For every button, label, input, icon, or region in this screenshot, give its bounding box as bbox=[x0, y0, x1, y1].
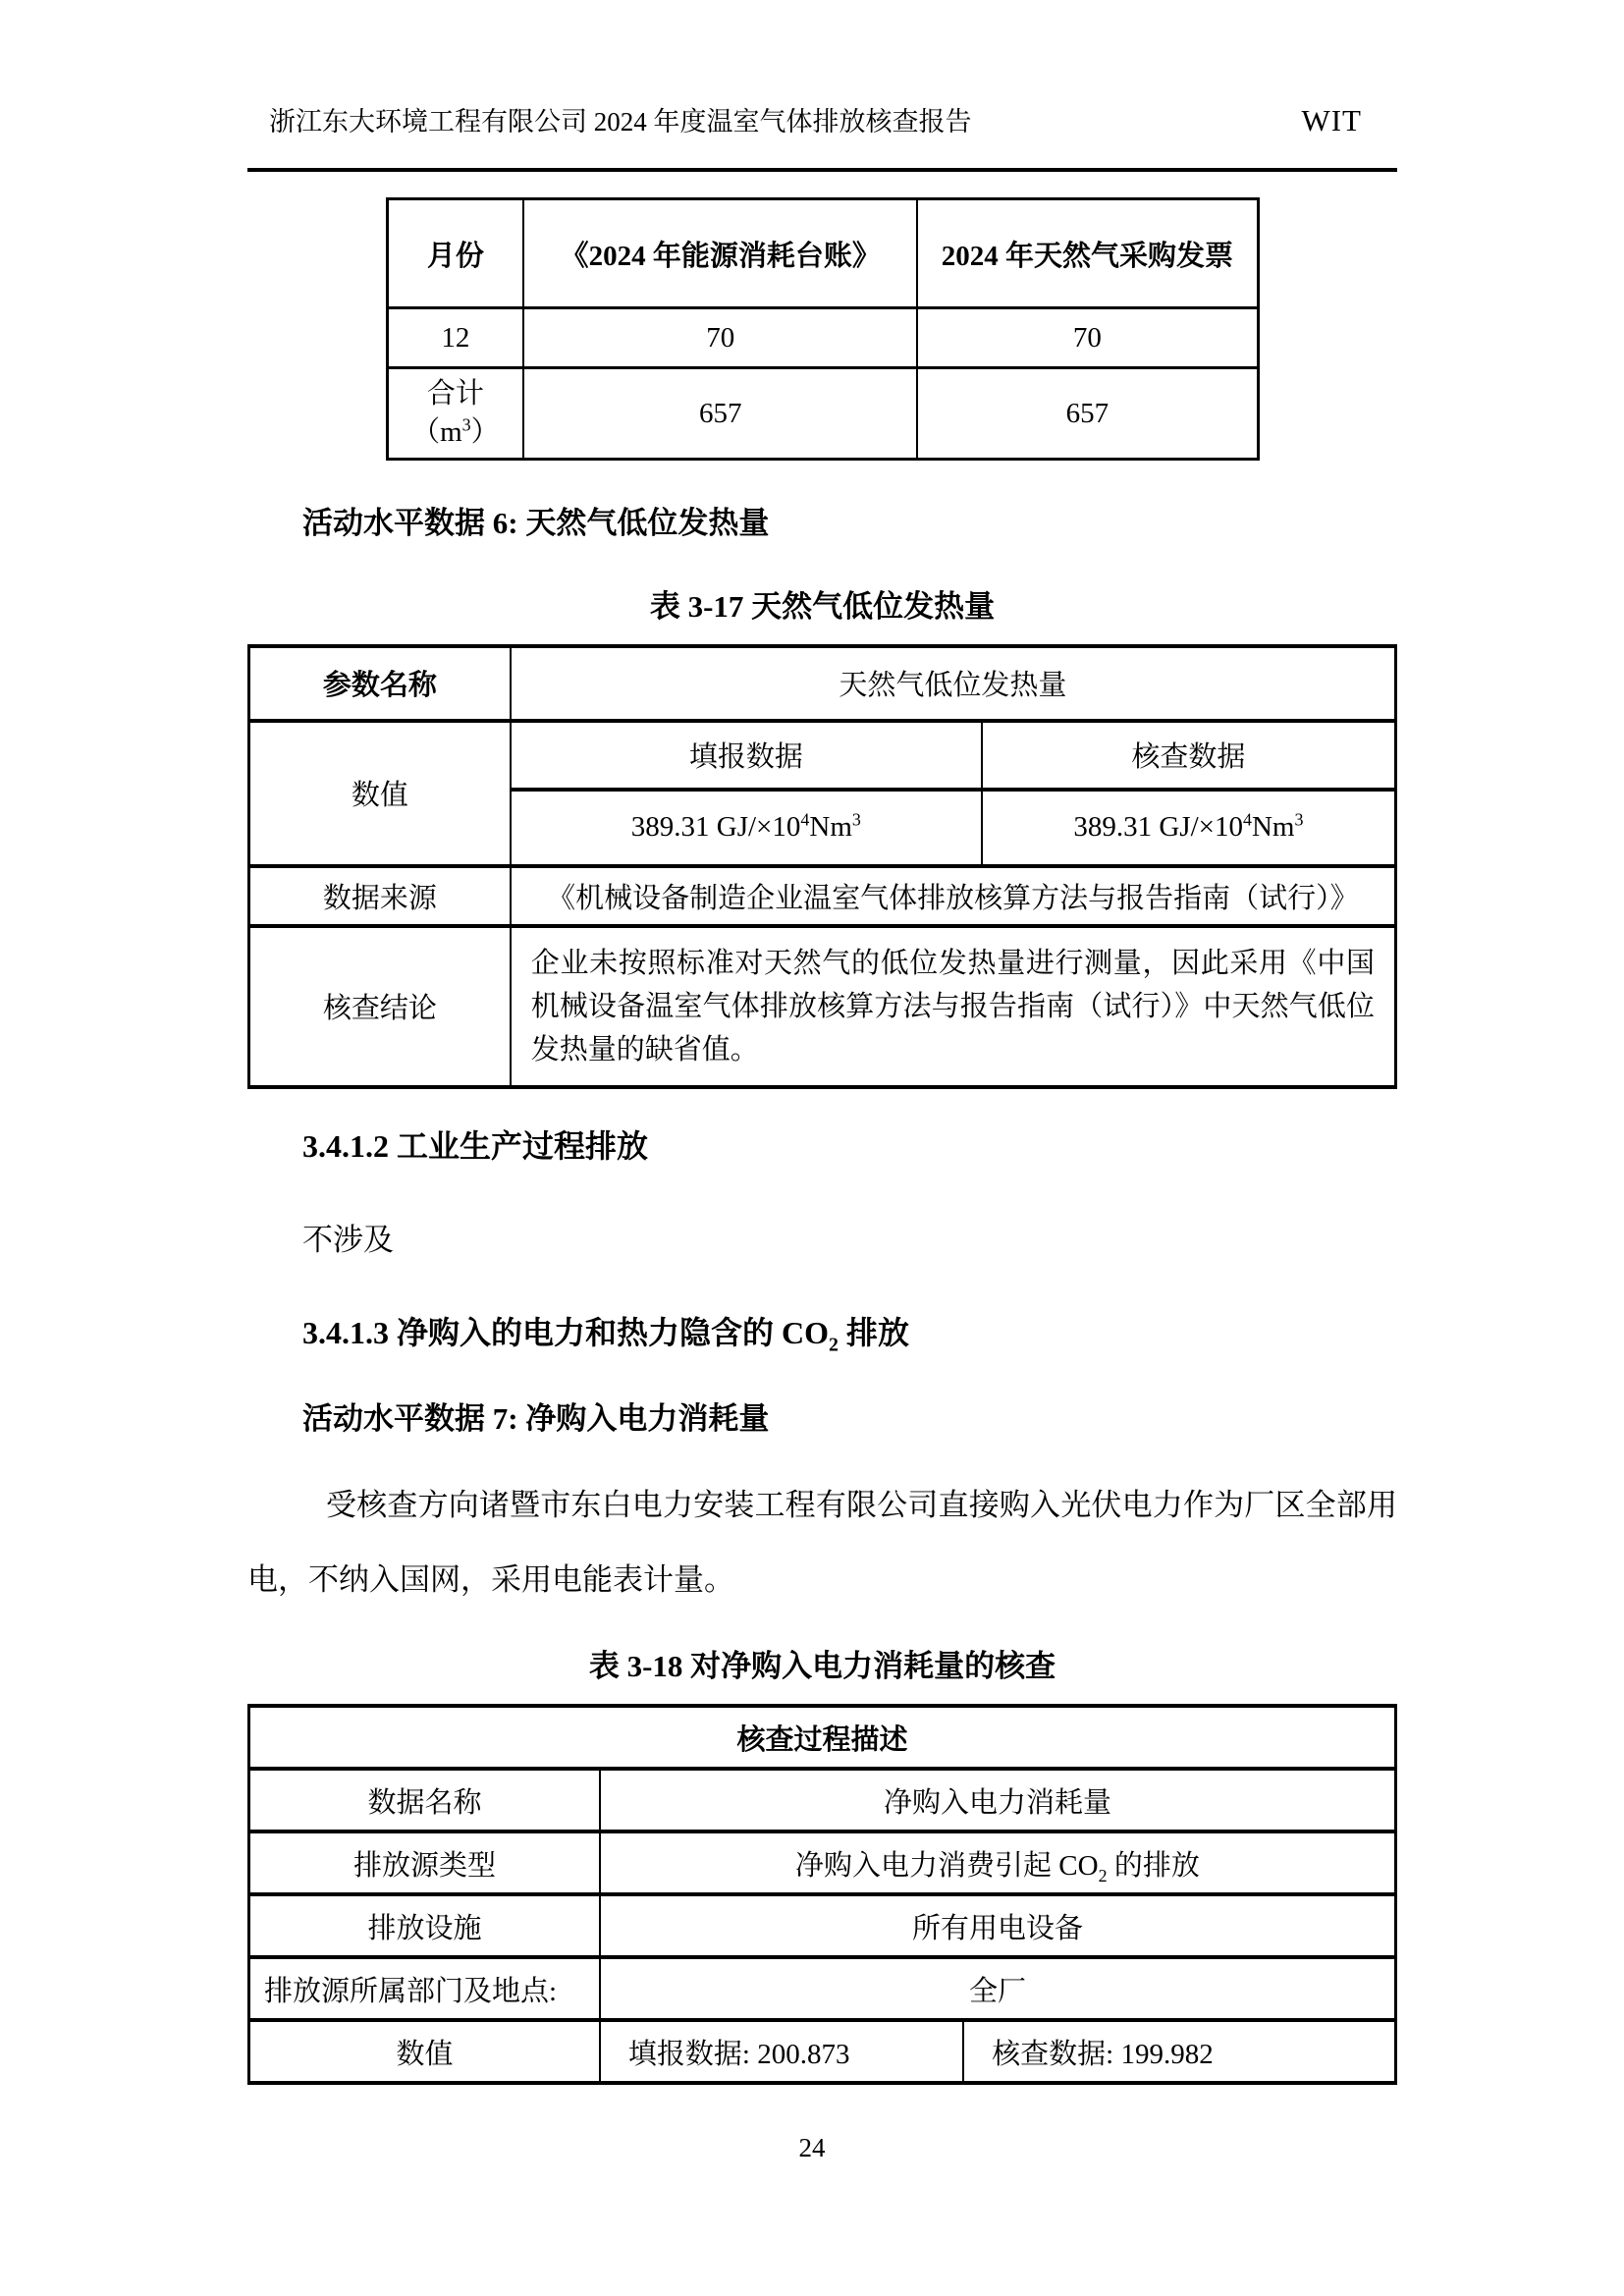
numeric-value-label: 数值 bbox=[249, 2020, 600, 2083]
data-source-value: 《机械设备制造企业温室气体排放核算方法与报告指南（试行）》 bbox=[511, 866, 1396, 926]
emission-department-value: 全厂 bbox=[600, 1957, 1396, 2020]
co2-subscript: 2 bbox=[829, 1334, 839, 1356]
table-3-17-param-row bbox=[249, 646, 1396, 721]
gas-table-ledger-12: 70 bbox=[523, 308, 917, 368]
gas-consumption-table bbox=[386, 197, 1260, 461]
table-3-18-value-row bbox=[249, 2020, 1396, 2083]
reported-heating-value bbox=[511, 790, 982, 866]
emission-department-label: 排放源所属部门及地点: bbox=[249, 1957, 600, 2020]
emission-facility-value: 所有用电设备 bbox=[600, 1894, 1396, 1957]
source-type-co2-subscript: 2 bbox=[1098, 1865, 1108, 1886]
total-unit-prefix: （m bbox=[411, 416, 462, 449]
page-content bbox=[247, 0, 1397, 2085]
reported-value-sup-3: 3 bbox=[851, 809, 861, 830]
verified-data-header: 核查数据 bbox=[982, 721, 1396, 790]
page-number: 24 bbox=[798, 2133, 826, 2162]
section-3-4-1-2-body: 不涉及 bbox=[302, 1222, 394, 1257]
gas-table-month-12: 12 bbox=[387, 308, 523, 368]
gas-table-total-invoice: 657 bbox=[917, 368, 1258, 460]
verified-value-unit: Nm bbox=[1251, 811, 1295, 844]
table-3-18-header-row bbox=[249, 1706, 1396, 1769]
source-type-text: 净购入电力消费引起 CO bbox=[795, 1849, 1099, 1882]
gas-table-col-month: 月份 bbox=[387, 199, 523, 308]
electricity-purchase-paragraph: 受核查方向诸暨市东白电力安装工程有限公司直接购入光伏电力作为厂区全部用电，不纳入国网，采用电能表计量。 bbox=[247, 1487, 1397, 1597]
gas-table-row-total bbox=[387, 368, 1258, 460]
table-3-18-source-type-row bbox=[249, 1831, 1396, 1894]
section-3-4-1-3-title-suffix: 排放 bbox=[838, 1315, 909, 1350]
table-3-18-department-row bbox=[249, 1957, 1396, 2020]
header-brand-logo: WIT bbox=[1301, 103, 1362, 137]
table-3-18-data-name-row bbox=[249, 1769, 1396, 1831]
section-3-4-1-3-title-text: 3.4.1.3 净购入的电力和热力隐含的 CO bbox=[302, 1315, 830, 1350]
section-3-4-1-3-heading bbox=[302, 1313, 1397, 1354]
header-report-title: 浙江东大环境工程有限公司 2024 年度温室气体排放核查报告 bbox=[269, 107, 972, 137]
conclusion-value: 企业未按照标准对天然气的低位发热量进行测量，因此采用《中国机械设备温室气体排放核算方法与报告指南（试行）》中天然气低位发热量的缺省值。 bbox=[511, 926, 1396, 1087]
gas-table-invoice-12: 70 bbox=[917, 308, 1258, 368]
total-unit-suffix: ） bbox=[470, 416, 500, 449]
gas-table-col-ledger: 《2024 年能源消耗台账》 bbox=[523, 199, 917, 308]
value-label: 数值 bbox=[249, 721, 511, 866]
source-type-suffix: 的排放 bbox=[1107, 1849, 1200, 1882]
reported-value-sup-4: 4 bbox=[800, 809, 810, 830]
reported-value-prefix: 389.31 GJ/×10 bbox=[630, 811, 801, 844]
param-name-label: 参数名称 bbox=[249, 646, 511, 721]
table-3-17-value-header-row bbox=[249, 721, 1396, 790]
data-name-label: 数据名称 bbox=[249, 1769, 600, 1831]
gas-table-total-text: 合计 bbox=[426, 378, 484, 410]
section-3-4-1-2-heading: 3.4.1.2 工业生产过程排放 bbox=[302, 1128, 649, 1165]
verified-value-prefix: 389.31 GJ/×10 bbox=[1073, 811, 1243, 844]
table-3-17-conclusion-row bbox=[249, 926, 1396, 1087]
activity-data-6-label: 活动水平数据 6: 天然气低位发热量 bbox=[302, 506, 770, 541]
gas-table-total-unit bbox=[397, 413, 515, 452]
reported-data-header: 填报数据 bbox=[511, 721, 982, 790]
gas-table-row-december bbox=[387, 308, 1258, 368]
gas-table-total-ledger: 657 bbox=[523, 368, 917, 460]
reported-value-unit: Nm bbox=[809, 811, 852, 844]
activity-data-7-label: 活动水平数据 7: 净购入电力消耗量 bbox=[302, 1400, 770, 1436]
param-name-value: 天然气低位发热量 bbox=[511, 646, 1396, 721]
reported-electricity-value: 填报数据: 200.873 bbox=[600, 2020, 963, 2083]
table-3-17 bbox=[247, 644, 1397, 1089]
emission-facility-label: 排放设施 bbox=[249, 1894, 600, 1957]
table-3-18-facility-row bbox=[249, 1894, 1396, 1957]
table-3-18 bbox=[247, 1704, 1397, 2085]
page-header bbox=[247, 0, 1397, 172]
verified-heating-value bbox=[982, 790, 1396, 866]
table-3-17-source-row bbox=[249, 866, 1396, 926]
emission-source-type-value bbox=[600, 1831, 1396, 1894]
total-unit-superscript: 3 bbox=[461, 414, 471, 435]
table-3-18-caption: 表 3-18 对净购入电力消耗量的核查 bbox=[588, 1648, 1056, 1683]
emission-source-type-label: 排放源类型 bbox=[249, 1831, 600, 1894]
verification-process-header: 核查过程描述 bbox=[249, 1706, 1396, 1769]
gas-table-header-row bbox=[387, 199, 1258, 308]
verified-electricity-value: 核查数据: 199.982 bbox=[963, 2020, 1395, 2083]
verified-value-sup-4: 4 bbox=[1243, 809, 1252, 830]
table-3-17-caption: 表 3-17 天然气低位发热量 bbox=[649, 588, 996, 624]
verified-value-sup-3: 3 bbox=[1294, 809, 1304, 830]
data-name-value: 净购入电力消耗量 bbox=[600, 1769, 1396, 1831]
gas-table-col-invoice: 2024 年天然气采购发票 bbox=[917, 199, 1258, 308]
gas-table-total-label bbox=[387, 368, 523, 460]
conclusion-label: 核查结论 bbox=[249, 926, 511, 1087]
data-source-label: 数据来源 bbox=[249, 866, 511, 926]
